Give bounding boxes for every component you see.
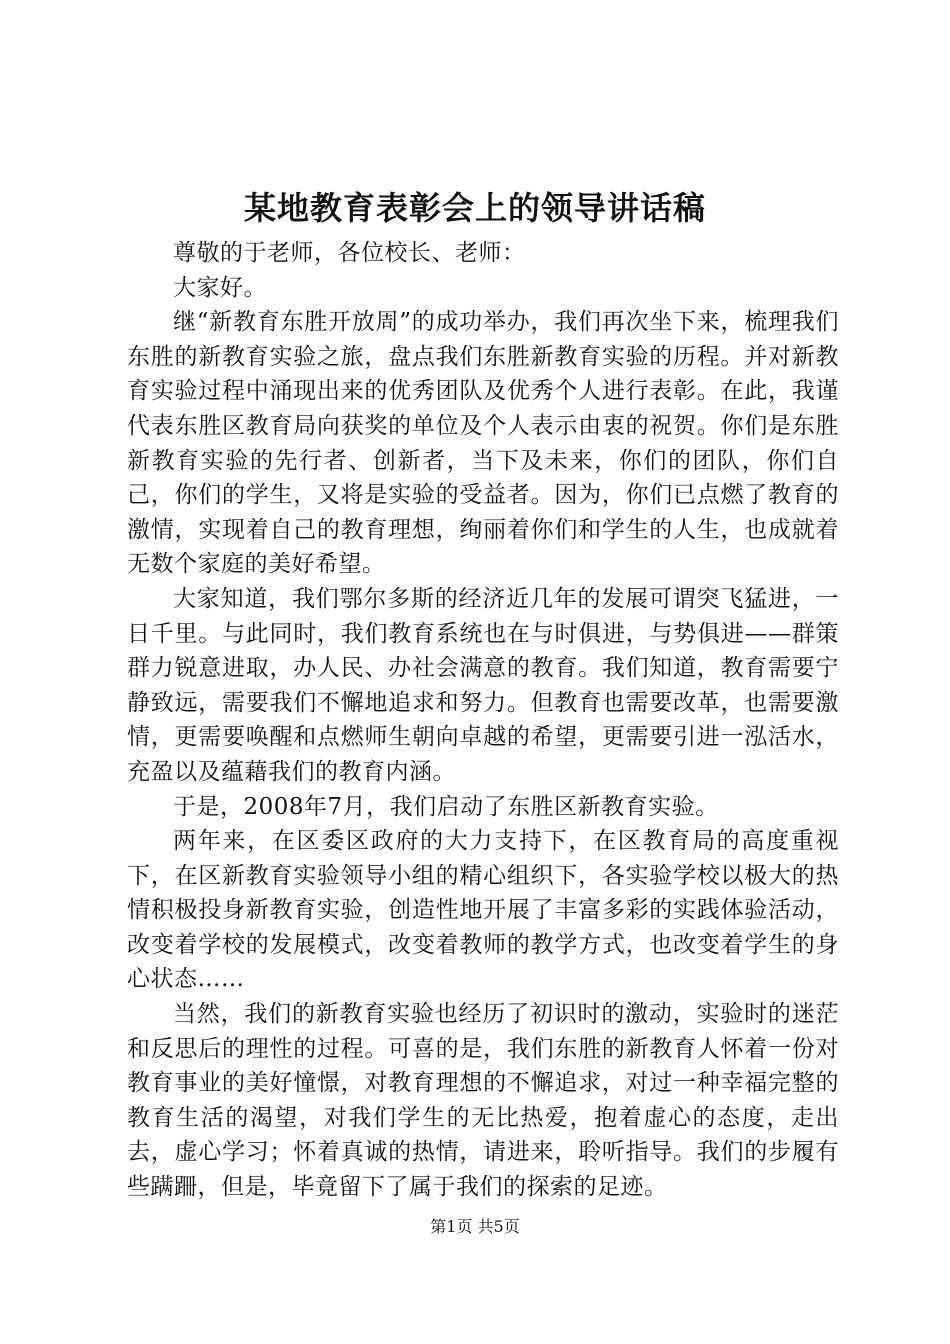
paragraph-salutation: 尊敬的于老师，各位校长、老师：	[173, 240, 526, 266]
paragraph: 于是，2008年7月，我们启动了东胜区新教育实验。	[173, 793, 719, 820]
paragraph-greeting: 大家好。	[173, 274, 267, 301]
paragraph: 大家知道，我们鄂尔多斯的经济近几年的发展可谓突飞猛进，一日千里。与此同时，我们教育系统也在与时俱进，与势俱进——群策群力锐意进取，办人民、办社会满意的教育。我们知道，教育需要宁静致远，需要我们不懈地追求和努力。但教育也需要改革，也需要激情，更需要唤醒和点燃师生朝向卓越的希望，更需要引进一泓活水，充盈以及蕴藉我们的教育内涵。	[127, 585, 839, 785]
paragraph: 继“新教育东胜开放周”的成功举办，我们再次坐下来，梳理我们东胜的新教育实验之旅，盘点我们东胜新教育实验的历程。并对新教育实验过程中涌现出来的优秀团队及优秀个人进行表彰。在此，我谨代表东胜区教育局向获奖的单位及个人表示由衷的祝贺。你们是东胜新教育实验的先行者、创新者，当下及未来，你们的团队，你们自己，你们的学生，又将是实验的受益者。因为，你们已点燃了教育的激情，实现着自己的教育理想，绚丽着你们和学生的人生，也成就着无数个家庭的美好希望。	[127, 309, 839, 578]
paragraph: 当然，我们的新教育实验也经历了初识时的激动，实验时的迷茫和反思后的理性的过程。可喜的是，我们东胜的新教育人怀着一份对教育事业的美好憧憬，对教育理想的不懈追求，对过一种幸福完整的教育生活的渴望，对我们学生的无比热爱，抱着虚心的态度，走出去，虚心学习；怀着真诚的热情，请进来，聆听指导。我们的步履有些蹒跚，但是，毕竟留下了属于我们的探索的足迹。	[127, 1001, 839, 1201]
page-number-footer: 第1页 共5页	[430, 1217, 520, 1236]
document-title: 某地教育表彰会上的领导讲话稿	[243, 189, 706, 227]
document-body	[127, 236, 839, 1205]
paragraph: 两年来，在区委区政府的大力支持下，在区教育局的高度重视下，在区新教育实验领导小组的精心组织下，各实验学校以极大的热情积极投身新教育实验，创造性地开展了丰富多彩的实践体验活动，改变着学校的发展模式，改变着教师的教学方式，也改变着学生的身心状态……	[127, 828, 839, 993]
